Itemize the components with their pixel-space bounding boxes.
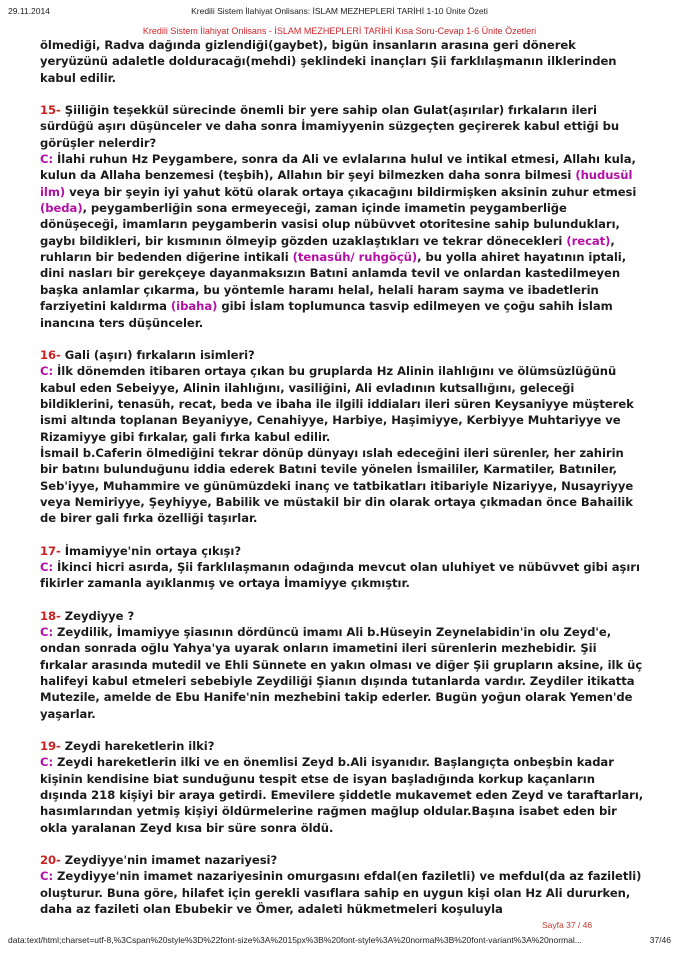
question-number: 18- xyxy=(40,608,61,623)
answer-text: veya bir şeyin iyi yahut kötü olarak ortaya çıkacağını bildirmişken aksinin zuhur etmesi xyxy=(69,184,637,199)
document-body xyxy=(40,37,644,918)
answer-19 xyxy=(40,754,644,836)
answer-label: C: xyxy=(40,625,54,639)
answer-label: C: xyxy=(40,559,54,574)
question-15 xyxy=(40,102,644,151)
print-page-title: Kredili Sistem İlahiyat Onlisans: İSLAM MEZHEPLERİ TARİHİ 1-10 Ünite Özeti xyxy=(191,6,488,16)
browser-print-footer xyxy=(8,935,671,949)
question-text: Zeydi hareketlerin ilki? xyxy=(64,739,215,754)
question-19 xyxy=(40,738,644,754)
print-page-counter: 37/46 xyxy=(649,935,671,945)
question-18 xyxy=(40,608,644,624)
question-text: Zeydiyye'nin imamet nazariyesi? xyxy=(64,853,278,868)
term-highlight: (recat) xyxy=(566,233,611,248)
answer-text: İkinci hicri asırda, Şii farklılaşmanın odağında mevcut olan uluhiyet ve nübüvvet gibi aşırı fikirler zamanla ayıklanmış ve ortaya İmamiyye çıkmıştır. xyxy=(40,559,640,591)
question-16 xyxy=(40,347,644,363)
question-text: Şiiliğin teşekkül sürecinde önemli bir yere sahip olan Gulat(aşırılar) fırkaların ileri sürdüğü aşırı düşünceler ve daha sonra İmamiyyenin süzgeçten geçirerek kabul ettiği bu görüşler nelerdir? xyxy=(40,103,620,150)
question-number: 17- xyxy=(40,543,61,558)
answer-label: C: xyxy=(40,364,54,379)
answer-text: , ruhların bir bedenden diğerine intikali xyxy=(40,233,615,265)
answer-15 xyxy=(40,151,644,331)
answer-18 xyxy=(40,624,644,722)
question-number: 15- xyxy=(40,103,61,118)
answer-label: C: xyxy=(40,869,54,884)
question-text: İmamiyye'nin ortaya çıkışı? xyxy=(64,543,242,558)
answer-text: , peygamberliğin sona ermeyeceği, zaman içinde imametin peygamberliğe dönüşeceği, imamların peygamberin vasisi olup nübüvvet otoritesine sahip bulundukları, gaybı bildikleri, bir kısmının ölmeyip gözden uzaklaştıkları ve tekrar dönecekleri xyxy=(40,201,620,248)
question-20 xyxy=(40,852,644,868)
question-number: 19- xyxy=(40,739,61,754)
browser-print-header xyxy=(8,6,671,20)
answer-16 xyxy=(40,363,644,445)
question-number: 20- xyxy=(40,853,61,868)
answer-text: , bu yolla ahiret hayatının iptali, dini nasları bir gerekçeye dayanmaksızın Batıni anlamda tevil ve onlardan kastedilmeyen başka anlamlar çıkarma, bu yöntemle haramı helal, helali haram sayma ve ibadetlerin farziyetini kaldırma xyxy=(40,250,627,314)
answer-label: C: xyxy=(40,755,54,770)
intro-continuation: ölmediği, Radva dağında gizlendiği(gaybet), bigün insanların arasına geri dönerek yeryüzünü adaletle dolduracağı(mehdi) şeklindeki inançları Şii farklılaşmanın ilklerinden kabul edilir. xyxy=(40,38,617,85)
answer-16-continued: İsmail b.Caferin ölmediğini tekrar dönüp dünyayı ıslah edeceğini ileri sürenler, her zahirin bir batını bulunduğunu iddia ederek Batıni tevile yönelen İsmaililer, Karmatiler, Batıniler, Seb'iyye, Muhammire ve günümüzdeki inanç ve tatbikatları itibariyle Nizariyye, Nusayriyye veya Nemiriyye, Şeyhiyye, Babilik ve müstakil bir din olarak ortaya çıkmadan önce Bahailik de birer gali fırka özelliği taşırlar. xyxy=(40,445,634,526)
term-highlight: (beda) xyxy=(40,201,83,216)
answer-17 xyxy=(40,559,644,592)
term-highlight: (hudusül ilm) xyxy=(40,168,633,199)
question-text: Gali (aşırı) fırkaların isimleri? xyxy=(64,347,255,362)
answer-label: C: xyxy=(40,152,54,167)
answer-text: Zeydiyye'nin imamet nazariyesinin omurgasını efdal(en faziletli) ve mefdul(da az faziletli) oluşturur. Buna göre, hilafet için gerekli vasıflara sahip en uygun kişi olan Hz Ali dururken, daha az fazileti olan Ebubekir ve Ömer, adaleti hükmetmeleri koşuluyla xyxy=(40,869,642,917)
answer-text: İlahi ruhun Hz Peygambere, sonra da Ali ve evlalarına hulul ve intikal etmesi, Allahı kula, kulun da Allaha benzemesi (teşbih), Allahın bir şeyi bilmezken daha sonra bilmesi xyxy=(40,152,636,183)
document-header: Kredili Sistem İlahiyat Onlisans - İSLAM MEZHEPLERİ TARİHİ Kısa Soru-Cevap 1-6 Ünite Özetleri xyxy=(142,26,537,36)
answer-text: İlk dönemden itibaren ortaya çıkan bu gruplarda Hz Alinin ilahlığını ve ölümsüzlüğünü kabul eden Sebeiyye, Alinin ilahlığını, vasiliğini, Ali evladının kutsallığını, geleceği bildiklerini, tenasüh, recat, beda ve ibaha ile ilgili iddiaları ileri süren Keysaniyye müşterek ismi altında toplanan Beyaniyye, Cenahiyye, Harbiye, Haşimiyye, Kerbiyye Muhtariyye ve Rizamiyye gibi fırkalar, gali fırka kabul edilir. xyxy=(40,364,634,444)
print-url: data:text/html;charset=utf-8,%3Cspan%20style%3D%22font-size%3A%2015px%3B%20font-style%3A%20normal%3B%20font-variant%3A%20normal... xyxy=(8,935,582,945)
page-number: Sayfa 37 / 46 xyxy=(542,920,593,930)
answer-20 xyxy=(40,868,644,917)
term-highlight: (tenasüh/ ruhgöçü) xyxy=(292,250,418,265)
question-number: 16- xyxy=(40,347,61,362)
answer-text: gibi İslam toplumunca tasvip edilmeyen ve çoğu sahih İslam inancına ters düşünceler. xyxy=(40,299,613,330)
question-text: Zeydiyye ? xyxy=(64,608,135,623)
answer-text: Zeydilik, İmamiyye şiasının dördüncü imamı Ali b.Hüseyin Zeynelabidin'in olu Zeyd'e, ondan sonrada oğlu Yahya'ya uyarak onların imametini ileri sürenlerin mezhebidir. Şii fırkalar arasında mutedil ve Ehli Sünnete en yakın olması ve diğer Şii grupların aksine, ilk üç halifeyi kabul etmeleri sebebiyle Zeydiliği Şianın dışında tutanlarda vardır. Zeydiler itikatta Mutezile, amelde de Ebu Hanife'nin mezhebini takip ederler. Bugün yoğun olarak Yemen'de yaşarlar. xyxy=(40,625,643,721)
print-date: 29.11.2014 xyxy=(8,6,50,16)
question-17 xyxy=(40,543,644,559)
term-highlight: (ibaha) xyxy=(170,299,218,314)
answer-text: Zeydi hareketlerin ilki ve en önemlisi Zeyd b.Ali isyanıdır. Başlangıçta onbeşbin kadar kişinin kendisine biat sunduğunu tespit etse de isyan başladığında korkup kaçanların dışında 218 kişiyi bir araya getirdi. Emevilere şiddetle mukavemet eden Zeyd ve taraftarları, hasımlarından yetmiş kişiyi öldürmelerine rağmen mağlup oldular.Başına isabet eden bir okla yaralanan Zeyd kısa bir süre sonra öldü. xyxy=(40,755,644,835)
